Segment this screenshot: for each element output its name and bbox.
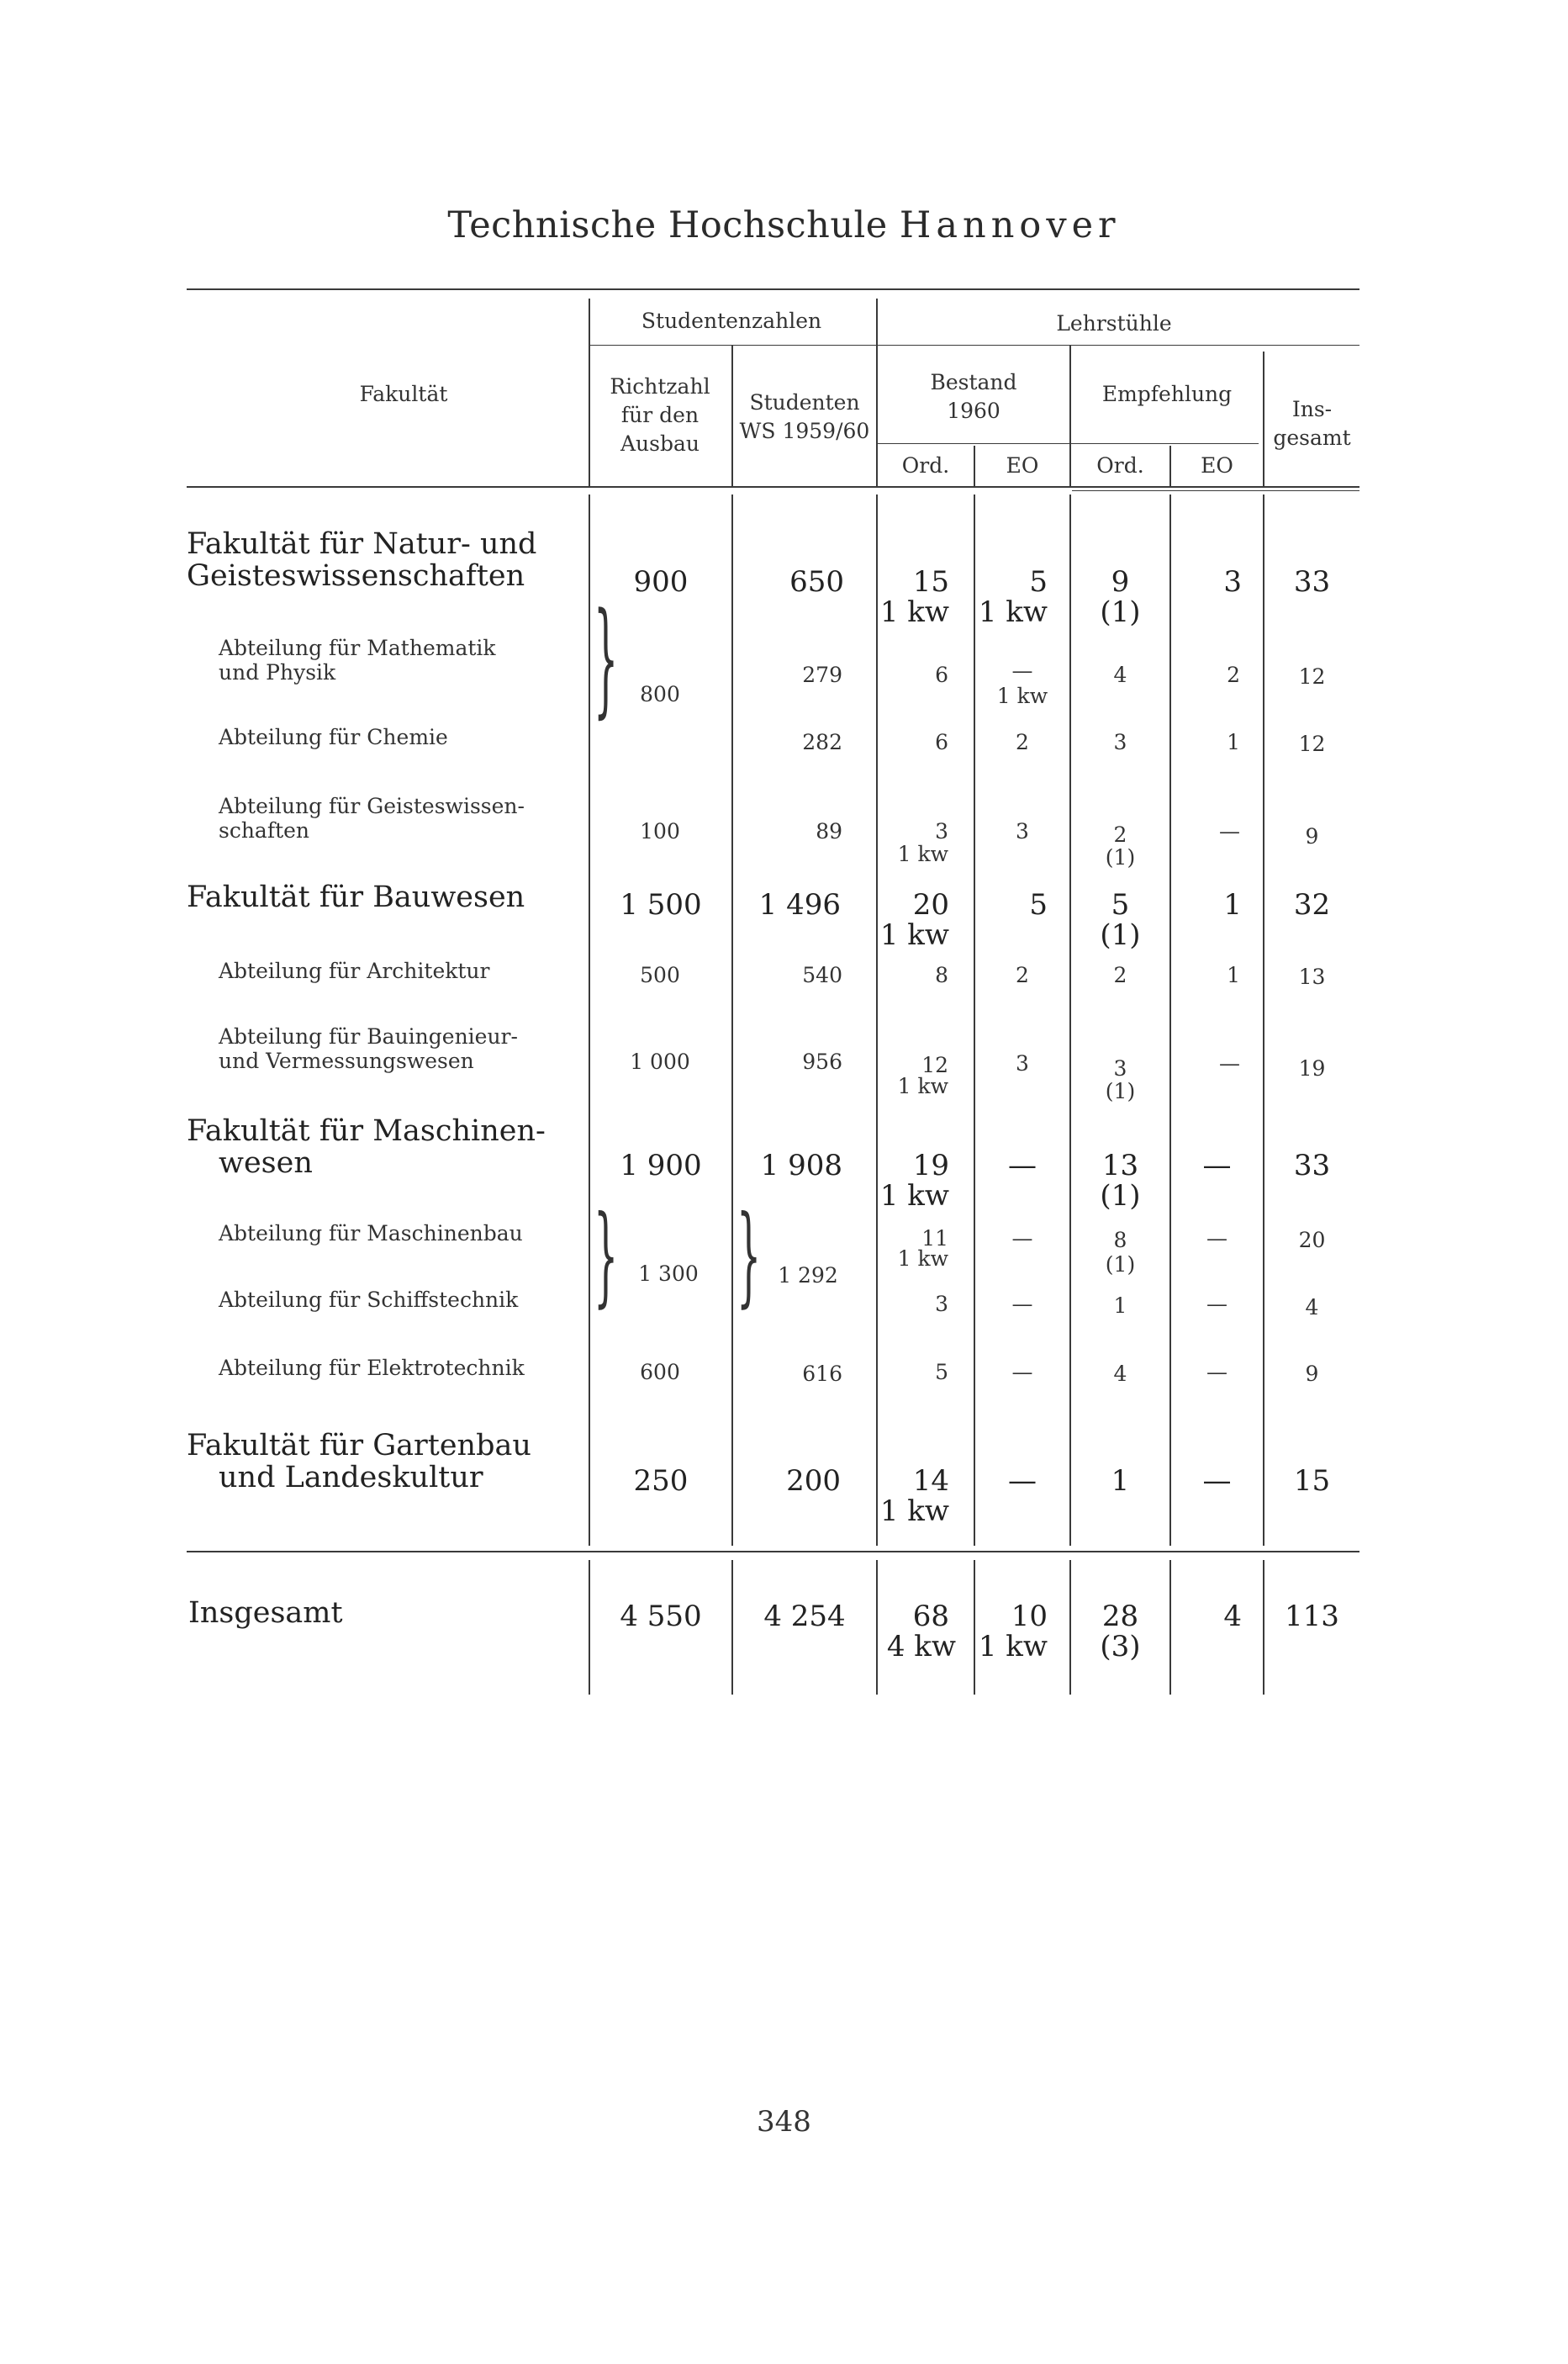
row-6-b-eo: 3	[1016, 1051, 1029, 1076]
row-6-label: Abteilung für Bauingenieur- und Vermessungswesen	[219, 1024, 518, 1073]
row-6-e-ord-sub: (1)	[1105, 1079, 1136, 1103]
row-5-ges: 13	[1298, 965, 1326, 989]
row-3-b-ord: 3	[935, 819, 948, 844]
row-11-e-eo: —	[1202, 1464, 1232, 1498]
brace-richtzahl-2: }	[594, 1191, 619, 1319]
row-1-b-eo-kw: 1 kw	[996, 684, 1048, 708]
row-2-b-eo: 2	[1016, 730, 1029, 754]
row-2-studenten: 282	[802, 730, 842, 754]
header-bottom-rule	[187, 486, 1359, 488]
row-4-e-eo: 1	[1223, 888, 1242, 922]
body-vline-empfehlung	[1069, 494, 1071, 1546]
row-3-label: Abteilung für Geisteswissen- schaften	[219, 794, 525, 843]
row-3-e-ord: 2	[1113, 822, 1127, 847]
row-9-e-eo: —	[1206, 1292, 1227, 1316]
row-3-ges: 9	[1305, 824, 1319, 849]
row-9-b-ord: 3	[935, 1292, 948, 1316]
row-4-b-ord: 20	[912, 888, 949, 922]
row-10-ges: 9	[1305, 1362, 1319, 1386]
row-2-b-ord: 6	[935, 730, 948, 754]
row-11-e-ord: 1	[1111, 1464, 1130, 1498]
row-2-label: Abteilung für Chemie	[219, 725, 448, 749]
page-number: 348	[757, 2105, 811, 2139]
row-11-b-ord-kw: 1 kw	[879, 1494, 949, 1528]
row-5-e-eo: 1	[1227, 963, 1240, 987]
row-0-label: Fakultät für Natur- und Geisteswissenschaften	[187, 527, 537, 593]
row-7-e-ord-sub: (1)	[1100, 1179, 1141, 1213]
row-5-studenten: 540	[802, 963, 842, 987]
row-2-ges: 12	[1298, 732, 1326, 756]
body-bottom-rule	[187, 1551, 1359, 1552]
row-7-b-ord: 19	[912, 1149, 949, 1182]
row-11-b-eo: —	[1008, 1464, 1037, 1498]
total-b-eo-kw: 1 kw	[978, 1630, 1048, 1663]
row-11-richtzahl: 250	[633, 1464, 689, 1498]
row-4-b-eo: 5	[1029, 888, 1048, 922]
header-empfehlung-ord: Ord.	[1096, 453, 1144, 478]
body-vline-empfehlung-eo	[1169, 494, 1171, 1546]
brace-studenten: }	[736, 1191, 762, 1319]
page-title: Technische Hochschule Hannover	[447, 204, 1121, 246]
total-ges: 113	[1285, 1600, 1339, 1633]
row-11-b-ord: 14	[912, 1464, 949, 1498]
total-b-eo: 10	[1011, 1600, 1048, 1633]
row-3-e-ord-sub: (1)	[1105, 845, 1136, 870]
row-5-richtzahl: 500	[640, 963, 680, 987]
row-8-b-ord-kw: 1 kw	[897, 1246, 948, 1271]
header-top-rule	[187, 288, 1359, 290]
row-0-b-ord-kw: 1 kw	[879, 595, 949, 629]
total-e-eo: 4	[1223, 1600, 1242, 1633]
row-0-ges: 33	[1293, 565, 1331, 599]
total-e-ord-sub: (3)	[1100, 1630, 1141, 1663]
brace-richtzahl-1: }	[594, 584, 619, 731]
row-3-richtzahl: 100	[640, 819, 680, 844]
row-8-richtzahl: 1 300	[638, 1261, 699, 1286]
row-4-e-ord-sub: (1)	[1100, 918, 1141, 952]
row-6-studenten: 956	[802, 1050, 842, 1074]
row-11-ges: 15	[1293, 1464, 1331, 1498]
row-4-e-ord: 5	[1111, 888, 1130, 922]
row-0-b-ord: 15	[912, 565, 949, 599]
row-6-richtzahl: 1 000	[630, 1050, 690, 1074]
row-1-label: Abteilung für Mathematik und Physik	[219, 636, 496, 685]
row-5-b-eo: 2	[1016, 963, 1029, 987]
row-6-ges: 19	[1298, 1056, 1326, 1081]
row-7-e-eo: —	[1202, 1149, 1232, 1182]
row-4-ges: 32	[1293, 888, 1331, 922]
row-11-label: Fakultät für Gartenbau und Landeskultur	[187, 1429, 531, 1494]
header-bestand-rule	[876, 443, 1259, 444]
header-group-rule	[589, 345, 1359, 346]
header-bestand-eo: EO	[1006, 453, 1039, 478]
header-studenten: Studenten WS 1959/60	[739, 390, 870, 443]
body-vline-bestand	[876, 494, 878, 1546]
header-studentenzahlen: Studentenzahlen	[641, 309, 822, 333]
body-vline-bestand-eo	[974, 494, 975, 1546]
row-10-e-eo: —	[1206, 1360, 1227, 1384]
row-6-b-ord-kw: 1 kw	[897, 1074, 948, 1098]
row-0-b-eo-kw: 1 kw	[978, 595, 1048, 629]
row-3-e-eo: —	[1219, 819, 1240, 844]
row-3-studenten: 89	[816, 819, 842, 844]
row-8-b-ord: 11	[921, 1226, 948, 1251]
row-4-richtzahl: 1 500	[620, 888, 702, 922]
row-1-b-eo: —	[1011, 658, 1033, 683]
total-label: Insgesamt	[188, 1596, 343, 1630]
body-vline-richtzahl	[589, 494, 590, 1546]
row-8-b-eo: —	[1011, 1226, 1033, 1251]
row-3-b-eo: 3	[1016, 819, 1029, 844]
header-empfehlung-eo: EO	[1201, 453, 1233, 478]
row-8-e-eo: —	[1206, 1226, 1227, 1251]
row-6-b-ord: 12	[921, 1053, 948, 1077]
total-studenten: 4 254	[763, 1600, 846, 1633]
row-5-b-ord: 8	[935, 963, 948, 987]
row-7-studenten: 1 908	[760, 1149, 842, 1182]
row-0-studenten: 650	[789, 565, 844, 599]
total-e-ord: 28	[1101, 1600, 1139, 1633]
row-4-label: Fakultät für Bauwesen	[187, 881, 525, 914]
row-7-label: Fakultät für Maschinen- wesen	[187, 1114, 546, 1180]
total-b-ord-kw: 4 kw	[886, 1630, 956, 1663]
header-empfehlung: Empfehlung	[1101, 382, 1233, 406]
row-1-e-ord: 4	[1113, 663, 1127, 687]
row-10-b-ord: 5	[935, 1360, 948, 1384]
row-5-label: Abteilung für Architektur	[219, 959, 490, 983]
row-1-studenten: 279	[802, 663, 842, 687]
header-insgesamt: Ins- gesamt	[1273, 397, 1351, 450]
row-0-b-eo: 5	[1029, 565, 1048, 599]
row-10-label: Abteilung für Elektrotechnik	[219, 1356, 525, 1380]
header-bestand: Bestand 1960	[930, 370, 1017, 423]
row-11-studenten: 200	[786, 1464, 841, 1498]
header-richtzahl: Richtzahl für den Ausbau	[610, 374, 710, 456]
row-9-label: Abteilung für Schiffstechnik	[219, 1288, 519, 1312]
row-8-studenten: 1 292	[778, 1263, 838, 1288]
header-lehrstuehle: Lehrstühle	[1056, 311, 1172, 336]
row-6-e-ord: 3	[1113, 1056, 1127, 1081]
row-2-e-eo: 1	[1227, 730, 1240, 754]
row-7-b-ord-kw: 1 kw	[879, 1179, 949, 1213]
body-vline-studenten	[731, 494, 733, 1546]
row-0-richtzahl: 900	[633, 565, 689, 599]
row-8-label: Abteilung für Maschinenbau	[219, 1221, 523, 1245]
row-0-e-ord: 9	[1111, 565, 1130, 599]
row-1-ges: 12	[1298, 664, 1326, 689]
row-0-e-ord-sub: (1)	[1100, 595, 1141, 629]
row-10-studenten: 616	[802, 1362, 842, 1386]
row-1-richtzahl: 800	[640, 682, 680, 706]
row-7-e-ord: 13	[1101, 1149, 1139, 1182]
row-9-e-ord: 1	[1113, 1293, 1127, 1318]
row-7-b-eo: —	[1008, 1149, 1037, 1182]
row-0-e-eo: 3	[1223, 565, 1242, 599]
row-10-richtzahl: 600	[640, 1360, 680, 1384]
row-9-ges: 4	[1305, 1295, 1319, 1320]
row-3-b-ord-kw: 1 kw	[897, 842, 948, 866]
row-7-richtzahl: 1 900	[620, 1149, 702, 1182]
header-bottom-rule-right	[1072, 490, 1359, 491]
total-richtzahl: 4 550	[620, 1600, 702, 1633]
total-b-ord: 68	[912, 1600, 949, 1633]
row-10-e-ord: 4	[1113, 1362, 1127, 1386]
row-1-b-ord: 6	[935, 663, 948, 687]
row-4-studenten: 1 496	[758, 888, 841, 922]
row-6-e-eo: —	[1219, 1051, 1240, 1076]
header-bestand-ord: Ord.	[901, 453, 950, 478]
row-1-e-eo: 2	[1227, 663, 1240, 687]
body-vline-insgesamt	[1263, 494, 1264, 1546]
row-4-b-ord-kw: 1 kw	[879, 918, 949, 952]
row-2-e-ord: 3	[1113, 730, 1127, 754]
row-8-e-ord-sub: (1)	[1105, 1252, 1136, 1277]
row-9-b-eo: —	[1011, 1292, 1033, 1316]
row-10-b-eo: —	[1011, 1360, 1033, 1384]
header-fakultaet: Fakultät	[359, 382, 448, 406]
row-8-e-ord: 8	[1113, 1228, 1127, 1252]
row-7-ges: 33	[1293, 1149, 1331, 1182]
row-5-e-ord: 2	[1113, 963, 1127, 987]
row-8-ges: 20	[1298, 1228, 1326, 1252]
